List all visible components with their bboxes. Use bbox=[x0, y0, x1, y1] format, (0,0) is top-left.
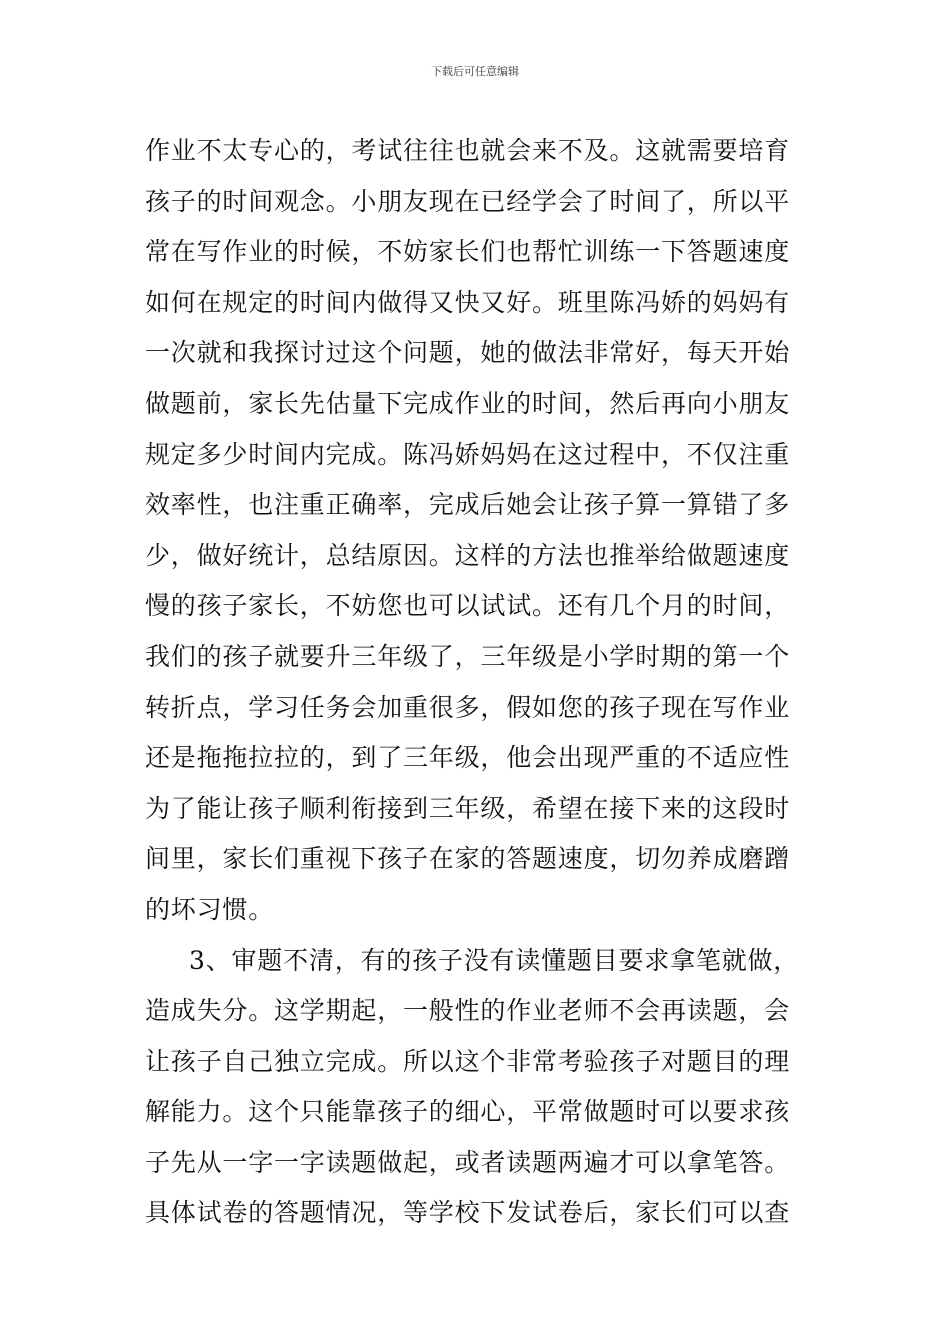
text-line: 的坏习惯。 bbox=[145, 894, 275, 924]
text-line: 转折点，学习任务会加重很多，假如您的孩子现在写作业 bbox=[145, 692, 791, 722]
text-line: 还是拖拖拉拉的，到了三年级，他会出现严重的不适应性 bbox=[145, 743, 791, 773]
text-line: 做题前，家长先估量下完成作业的时间，然后再向小朋友 bbox=[145, 388, 791, 418]
text-line: 我们的孩子就要升三年级了，三年级是小学时期的第一个 bbox=[145, 641, 791, 671]
text-line: 少，做好统计，总结原因。这样的方法也推举给做题速度 bbox=[145, 540, 791, 570]
text-line: 子先从一字一字读题做起，或者读题两遍才可以拿笔答。 bbox=[145, 1147, 791, 1177]
document-body bbox=[145, 126, 815, 1239]
text-line: 慢的孩子家长，不妨您也可以试试。还有几个月的时间， bbox=[145, 591, 791, 621]
text-line: 孩子的时间观念。小朋友现在已经学会了时间了，所以平 bbox=[145, 186, 791, 216]
text-line: 造成失分。这学期起，一般性的作业老师不会再读题，会 bbox=[145, 996, 791, 1026]
text-line: 一次就和我探讨过这个问题，她的做法非常好，每天开始 bbox=[145, 338, 791, 368]
text-line: 为了能让孩子顺利衔接到三年级，希望在接下来的这段时 bbox=[145, 793, 791, 823]
text-line: 解能力。这个只能靠孩子的细心，平常做题时可以要求孩 bbox=[145, 1097, 791, 1127]
text-line: 让孩子自己独立完成。所以这个非常考验孩子对题目的理 bbox=[145, 1046, 791, 1076]
text-line: 规定多少时间内完成。陈冯娇妈妈在这过程中，不仅注重 bbox=[145, 439, 791, 469]
text-line: 如何在规定的时间内做得又快又好。班里陈冯娇的妈妈有 bbox=[145, 287, 791, 317]
text-line: 作业不太专心的，考试往往也就会来不及。这就需要培育 bbox=[145, 136, 791, 165]
text-line: 具体试卷的答题情况，等学校下发试卷后，家长们可以查 bbox=[145, 1198, 791, 1228]
page-header-note: 下载后可任意编辑 bbox=[431, 65, 519, 78]
text-line: 效率性，也注重正确率，完成后她会让孩子算一算错了多 bbox=[145, 490, 791, 520]
text-line: 常在写作业的时候，不妨家长们也帮忙训练一下答题速度 bbox=[145, 237, 791, 267]
text-line-paragraph-start: 3、审题不清，有的孩子没有读懂题目要求拿笔就做， bbox=[189, 945, 800, 975]
text-line: 间里，家长们重视下孩子在家的答题速度，切勿养成磨蹭 bbox=[145, 844, 791, 874]
